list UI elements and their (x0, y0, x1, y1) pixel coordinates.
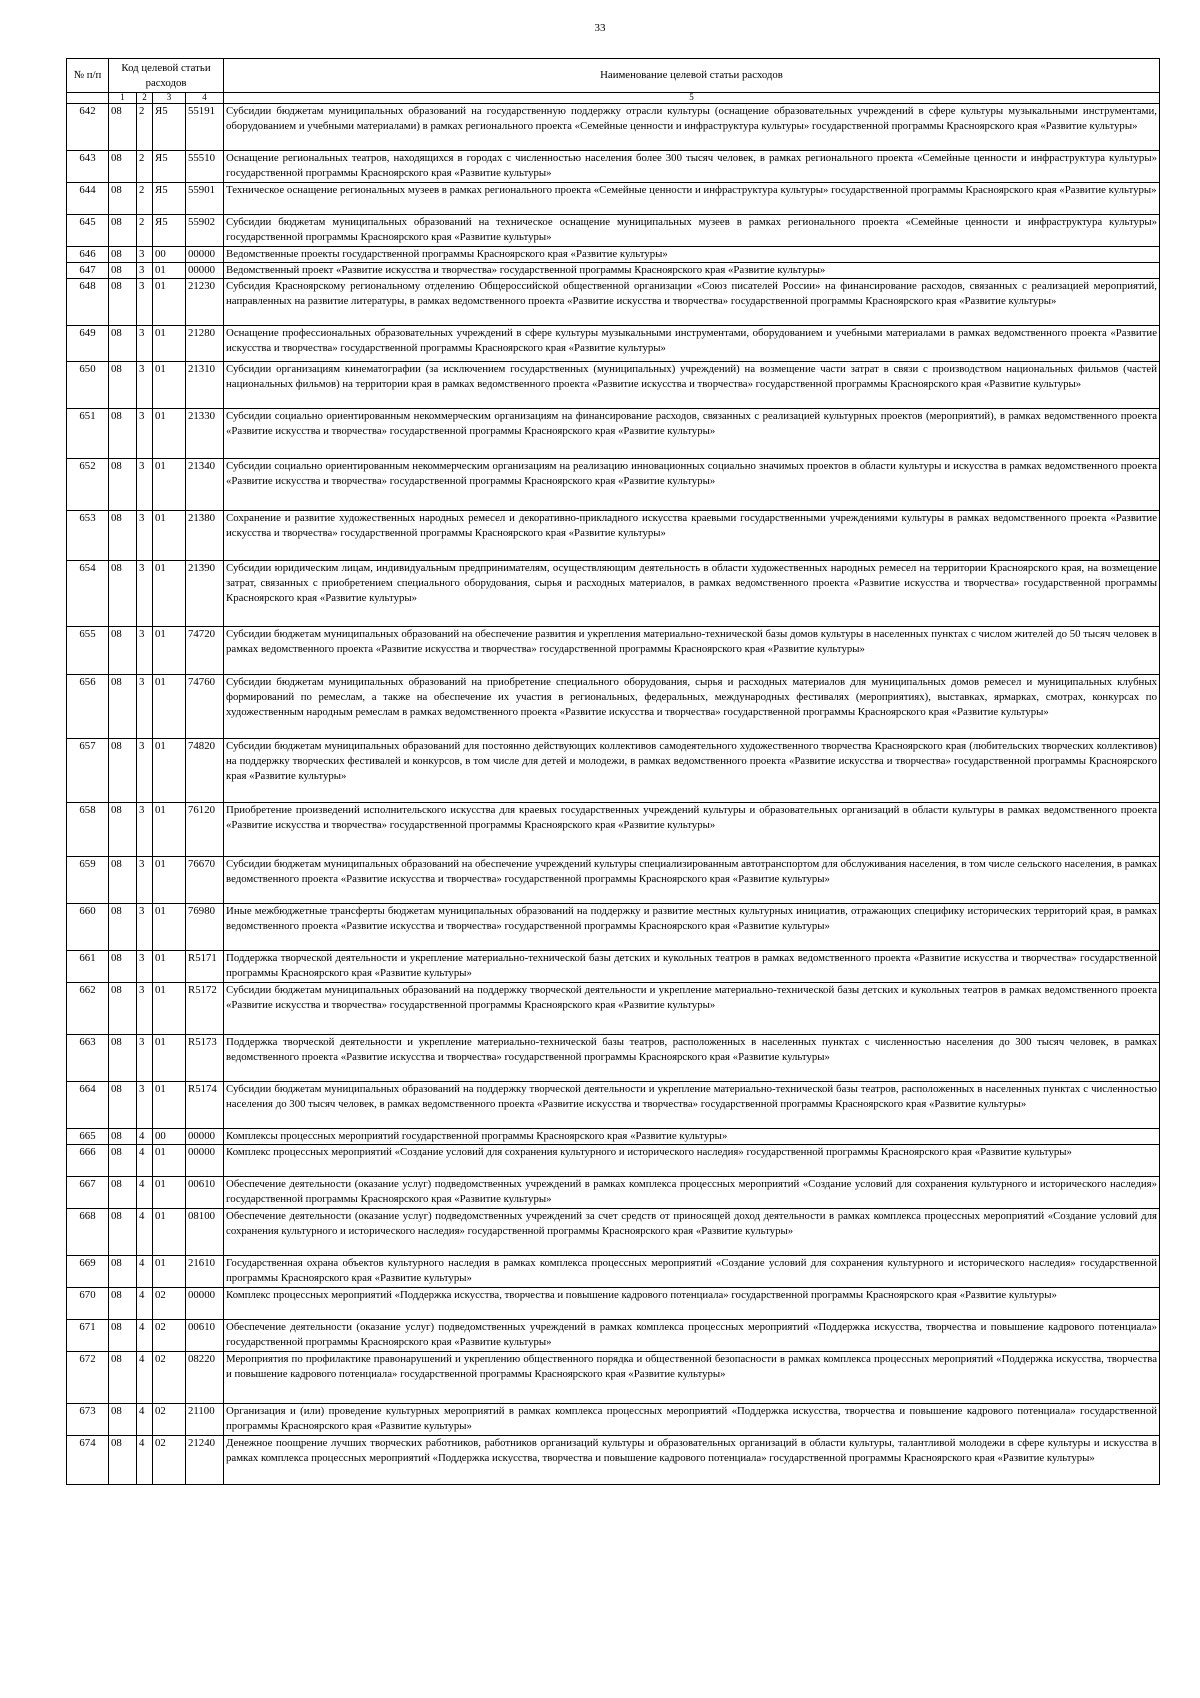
row-number: 657 (67, 738, 109, 802)
code-subprogram: 4 (137, 1287, 153, 1319)
table-row (67, 1351, 1160, 1403)
code-direction: 00000 (186, 262, 224, 278)
table-row (67, 278, 1160, 325)
row-number: 674 (67, 1435, 109, 1484)
code-subprogram: 3 (137, 262, 153, 278)
code-program: 08 (109, 408, 137, 458)
row-number: 656 (67, 674, 109, 738)
row-description: Субсидии бюджетам муниципальных образований на обеспечение учреждений культуры специализированным автотранспортом для обслуживания населения, в том числе сельского населения, в рамках ведомственного проекта «Развитие искусства и творчества» государственной программы Красноярского края «Развитие культуры» (224, 856, 1160, 903)
code-subprogram: 3 (137, 626, 153, 674)
row-number: 665 (67, 1128, 109, 1144)
row-number: 645 (67, 214, 109, 246)
code-project: 00 (153, 246, 186, 262)
code-project: 01 (153, 802, 186, 856)
code-program: 08 (109, 950, 137, 982)
code-program: 08 (109, 1351, 137, 1403)
code-subprogram: 3 (137, 325, 153, 361)
code-project: Я5 (153, 214, 186, 246)
code-subprogram: 3 (137, 982, 153, 1034)
row-description: Поддержка творческой деятельности и укрепление материально-технической базы детских и кукольных театров в рамках ведомственного проекта «Развитие искусства и творчества» государственной программы Красноярского края «Развитие культуры» (224, 950, 1160, 982)
table-row (67, 738, 1160, 802)
page-number: 33 (594, 22, 606, 34)
column-number: 1 (109, 93, 137, 104)
table-row (67, 626, 1160, 674)
code-direction: 21380 (186, 510, 224, 560)
code-program: 08 (109, 560, 137, 626)
code-subprogram: 3 (137, 856, 153, 903)
row-number: 650 (67, 361, 109, 408)
table-row (67, 674, 1160, 738)
code-project: 01 (153, 408, 186, 458)
code-program: 08 (109, 103, 137, 150)
code-subprogram: 3 (137, 246, 153, 262)
code-subprogram: 4 (137, 1255, 153, 1287)
code-program: 08 (109, 802, 137, 856)
code-direction: R5171 (186, 950, 224, 982)
table-body (67, 103, 1160, 1484)
row-number: 646 (67, 246, 109, 262)
table-row (67, 1255, 1160, 1287)
row-description: Техническое оснащение региональных музеев в рамках регионального проекта «Семейные ценности и инфраструктура культуры» государственной программы Красноярского края «Развитие культуры» (224, 182, 1160, 214)
table-row (67, 950, 1160, 982)
code-direction: R5173 (186, 1034, 224, 1081)
table-row (67, 1144, 1160, 1176)
code-project: 01 (153, 560, 186, 626)
code-subprogram: 2 (137, 150, 153, 182)
row-number: 666 (67, 1144, 109, 1176)
code-program: 08 (109, 1176, 137, 1208)
code-subprogram: 3 (137, 408, 153, 458)
code-subprogram: 3 (137, 458, 153, 510)
code-subprogram: 3 (137, 738, 153, 802)
code-subprogram: 2 (137, 214, 153, 246)
code-direction: 21100 (186, 1403, 224, 1435)
table-row (67, 150, 1160, 182)
row-description: Иные межбюджетные трансферты бюджетам муниципальных образований на поддержку и развитие местных культурных инициатив, отражающих специфику исторических территорий края, в рамках ведомственного проекта «Развитие искусства и творчества» государственной программы Красноярского края «Развитие культуры» (224, 903, 1160, 950)
column-number-empty (67, 93, 109, 104)
table-row (67, 325, 1160, 361)
table-row (67, 1128, 1160, 1144)
row-description: Субсидии бюджетам муниципальных образований на государственную поддержку отрасли культуры (оснащение образовательных учреждений в сфере культуры музыкальными инструментами, оборудованием и учебными материалами) в рамках регионального проекта «Семейные ценности и инфраструктура культуры» государственной программы Красноярского края «Развитие культуры» (224, 103, 1160, 150)
row-number: 654 (67, 560, 109, 626)
row-number: 669 (67, 1255, 109, 1287)
code-program: 08 (109, 510, 137, 560)
row-number: 651 (67, 408, 109, 458)
code-project: 01 (153, 361, 186, 408)
code-project: 01 (153, 1081, 186, 1128)
row-description: Субсидии бюджетам муниципальных образований на техническое оснащение муниципальных музеев в рамках регионального проекта «Семейные ценности и инфраструктура культуры» государственной программы Красноярского края «Развитие культуры» (224, 214, 1160, 246)
code-direction: 00000 (186, 246, 224, 262)
code-project: 01 (153, 1208, 186, 1255)
row-description: Субсидии бюджетам муниципальных образований для постоянно действующих коллективов самодеятельного художественного творчества Красноярского края (любительских творческих коллективов) на поддержку творческих фестивалей и конкурсов, в том числе для детей и молодежи, в рамках ведомственного проекта «Развитие искусства и творчества» государственной программы Красноярского края «Развитие культуры» (224, 738, 1160, 802)
code-direction: R5174 (186, 1081, 224, 1128)
code-subprogram: 4 (137, 1319, 153, 1351)
code-subprogram: 4 (137, 1128, 153, 1144)
code-program: 08 (109, 1208, 137, 1255)
code-subprogram: 3 (137, 278, 153, 325)
row-description: Оснащение профессиональных образовательных учреждений в сфере культуры музыкальными инструментами, оборудованием и учебными материалами в рамках ведомственного проекта «Развитие искусства и творчества» государственной программы Красноярского края «Развитие культуры» (224, 325, 1160, 361)
code-direction: 74720 (186, 626, 224, 674)
code-subprogram: 3 (137, 903, 153, 950)
row-number: 642 (67, 103, 109, 150)
row-number: 653 (67, 510, 109, 560)
code-project: 01 (153, 982, 186, 1034)
code-project: 01 (153, 856, 186, 903)
code-project: 01 (153, 1034, 186, 1081)
row-number: 652 (67, 458, 109, 510)
code-direction: 00000 (186, 1144, 224, 1176)
row-number: 664 (67, 1081, 109, 1128)
row-description: Субсидии социально ориентированным некоммерческим организациям на реализацию инновационных социально значимых проектов в области культуры и искусства в рамках ведомственного проекта «Развитие искусства и творчества» государственной программы Красноярского края «Развитие культуры» (224, 458, 1160, 510)
code-subprogram: 4 (137, 1208, 153, 1255)
code-program: 08 (109, 1435, 137, 1484)
code-project: 01 (153, 1144, 186, 1176)
code-project: 00 (153, 1128, 186, 1144)
table-row (67, 214, 1160, 246)
code-program: 08 (109, 1128, 137, 1144)
code-project: 01 (153, 510, 186, 560)
code-direction: 21280 (186, 325, 224, 361)
row-description: Субсидии бюджетам муниципальных образований на приобретение специального оборудования, сырья и расходных материалов для муниципальных домов ремесел и муниципальных клубных формирований по ремеслам, а также на обеспечение их участия в региональных, федеральных, международных фестивалях (мероприятиях), выставках, ярмарках, смотрах, конкурсах по художественным народным ремеслам в рамках ведомственного проекта «Развитие искусства и творчества» государственной программы Красноярского края «Развитие культуры» (224, 674, 1160, 738)
row-number: 670 (67, 1287, 109, 1319)
code-program: 08 (109, 674, 137, 738)
row-number: 671 (67, 1319, 109, 1351)
code-project: 01 (153, 674, 186, 738)
row-number: 663 (67, 1034, 109, 1081)
row-description: Оснащение региональных театров, находящихся в городах с численностью населения более 300 тысяч человек, в рамках регионального проекта «Семейные ценности и инфраструктура культуры» государственной программы Красноярского края «Развитие культуры» (224, 150, 1160, 182)
table-row (67, 982, 1160, 1034)
row-description: Комплексы процессных мероприятий государственной программы Красноярского края «Развитие культуры» (224, 1128, 1160, 1144)
column-number: 3 (153, 93, 186, 104)
table-row (67, 560, 1160, 626)
column-number: 5 (224, 93, 1160, 104)
code-program: 08 (109, 150, 137, 182)
table-row (67, 1403, 1160, 1435)
code-subprogram: 4 (137, 1403, 153, 1435)
row-description: Комплекс процессных мероприятий «Создание условий для сохранения культурного и исторического наследия» государственной программы Красноярского края «Развитие культуры» (224, 1144, 1160, 1176)
row-number: 658 (67, 802, 109, 856)
code-direction: 00000 (186, 1287, 224, 1319)
table-row (67, 458, 1160, 510)
table-row (67, 903, 1160, 950)
table-row (67, 408, 1160, 458)
code-project: 01 (153, 262, 186, 278)
code-project: 01 (153, 325, 186, 361)
table-row (67, 856, 1160, 903)
table-row (67, 182, 1160, 214)
code-direction: 55902 (186, 214, 224, 246)
header-number: № п/п (67, 59, 109, 93)
code-project: Я5 (153, 103, 186, 150)
code-direction: 00610 (186, 1319, 224, 1351)
code-project: 01 (153, 278, 186, 325)
row-number: 655 (67, 626, 109, 674)
row-description: Ведомственные проекты государственной программы Красноярского края «Развитие культуры» (224, 246, 1160, 262)
code-program: 08 (109, 1319, 137, 1351)
code-program: 08 (109, 1144, 137, 1176)
code-program: 08 (109, 361, 137, 408)
code-direction: 21330 (186, 408, 224, 458)
row-description: Государственная охрана объектов культурного наследия в рамках комплекса процессных мероприятий «Создание условий для сохранения культурного и исторического наследия» государственной программы Красноярского края «Развитие культуры» (224, 1255, 1160, 1287)
code-project: 02 (153, 1319, 186, 1351)
code-program: 08 (109, 1403, 137, 1435)
row-number: 644 (67, 182, 109, 214)
code-project: 02 (153, 1435, 186, 1484)
row-description: Субсидии бюджетам муниципальных образований на поддержку творческой деятельности и укрепление материально-технической базы театров, расположенных в населенных пунктах с численностью населения до 300 тысяч человек, в рамках ведомственного проекта «Развитие искусства и творчества» государственной программы Красноярского края «Развитие культуры» (224, 1081, 1160, 1128)
row-number: 661 (67, 950, 109, 982)
code-direction: 55510 (186, 150, 224, 182)
code-project: 01 (153, 626, 186, 674)
code-program: 08 (109, 1081, 137, 1128)
code-subprogram: 4 (137, 1435, 153, 1484)
row-number: 649 (67, 325, 109, 361)
table-row (67, 1081, 1160, 1128)
code-project: 01 (153, 458, 186, 510)
code-program: 08 (109, 458, 137, 510)
code-subprogram: 3 (137, 802, 153, 856)
row-description: Денежное поощрение лучших творческих работников, работников организаций культуры и образовательных организаций в области культуры, талантливой молодежи в сфере культуры и искусства в рамках комплекса процессных мероприятий «Поддержка искусства, творчества и повышение кадрового потенциала» государственной программы Красноярского края «Развитие культуры» (224, 1435, 1160, 1484)
code-subprogram: 3 (137, 950, 153, 982)
code-direction: 74760 (186, 674, 224, 738)
row-number: 672 (67, 1351, 109, 1403)
row-number: 643 (67, 150, 109, 182)
code-subprogram: 4 (137, 1144, 153, 1176)
code-project: 02 (153, 1351, 186, 1403)
row-number: 673 (67, 1403, 109, 1435)
column-number: 2 (137, 93, 153, 104)
table-row (67, 103, 1160, 150)
target-expenditure-table (66, 58, 1160, 1485)
code-program: 08 (109, 262, 137, 278)
code-direction: 08220 (186, 1351, 224, 1403)
column-number: 4 (186, 93, 224, 104)
code-project: 01 (153, 1255, 186, 1287)
code-subprogram: 3 (137, 510, 153, 560)
code-direction: 08100 (186, 1208, 224, 1255)
row-description: Поддержка творческой деятельности и укрепление материально-технической базы театров, расположенных в населенных пунктах с численностью населения до 300 тысяч человек, в рамках ведомственного проекта «Развитие искусства и творчества» государственной программы Красноярского края «Развитие культуры» (224, 1034, 1160, 1081)
code-subprogram: 3 (137, 560, 153, 626)
code-project: 01 (153, 1176, 186, 1208)
code-subprogram: 2 (137, 182, 153, 214)
row-number: 667 (67, 1176, 109, 1208)
code-direction: 21340 (186, 458, 224, 510)
row-description: Субсидия Красноярскому региональному отделению Общероссийской общественной организации «Союз писателей России» на финансирование расходов, связанных с реализацией мероприятий, направленных на развитие литературы, в рамках ведомственного проекта «Развитие искусства и творчества» государственной программы Красноярского края «Развитие культуры» (224, 278, 1160, 325)
table-row (67, 1034, 1160, 1081)
table-row (67, 1176, 1160, 1208)
row-number: 660 (67, 903, 109, 950)
row-description: Сохранение и развитие художественных народных ремесел и декоративно-прикладного искусства краевыми государственными учреждениями культуры в рамках ведомственного проекта «Развитие искусства и творчества» государственной программы Красноярского края «Развитие культуры» (224, 510, 1160, 560)
code-program: 08 (109, 903, 137, 950)
table-row (67, 802, 1160, 856)
table-row (67, 1287, 1160, 1319)
code-project: Я5 (153, 182, 186, 214)
code-direction: 21310 (186, 361, 224, 408)
code-direction: 21230 (186, 278, 224, 325)
code-subprogram: 3 (137, 361, 153, 408)
table-row (67, 1208, 1160, 1255)
row-description: Обеспечение деятельности (оказание услуг) подведомственных учреждений в рамках комплекса процессных мероприятий «Создание условий для сохранения культурного и исторического наследия» государственной программы Красноярского края «Развитие культуры» (224, 1176, 1160, 1208)
code-program: 08 (109, 738, 137, 802)
row-description: Комплекс процессных мероприятий «Поддержка искусства, творчества и повышение кадрового потенциала» государственной программы Красноярского края «Развитие культуры» (224, 1287, 1160, 1319)
header-code: Код целевой статьи расходов (109, 59, 224, 93)
code-direction: 76120 (186, 802, 224, 856)
code-program: 08 (109, 1287, 137, 1319)
code-project: Я5 (153, 150, 186, 182)
row-number: 648 (67, 278, 109, 325)
row-description: Субсидии организациям кинематографии (за исключением государственных (муниципальных) учреждений) на возмещение части затрат в связи с производством национальных фильмов (частей национальных фильмов) на территории края в рамках ведомственного проекта «Развитие искусства и творчества» государственной программы Красноярского края «Развитие культуры» (224, 361, 1160, 408)
row-description: Субсидии социально ориентированным некоммерческим организациям на финансирование расходов, связанных с реализацией культурных проектов (мероприятий), в рамках ведомственного проекта «Развитие искусства и творчества» государственной программы Красноярского края «Развитие культуры» (224, 408, 1160, 458)
code-program: 08 (109, 278, 137, 325)
table-row (67, 1319, 1160, 1351)
table-row (67, 361, 1160, 408)
row-description: Мероприятия по профилактике правонарушений и укреплению общественного порядка и общественной безопасности в рамках комплекса процессных мероприятий «Поддержка искусства, творчества и повышение кадрового потенциала» государственной программы Красноярского края «Развитие культуры» (224, 1351, 1160, 1403)
table-row (67, 510, 1160, 560)
row-description: Ведомственный проект «Развитие искусства и творчества» государственной программы Красноярского края «Развитие культуры» (224, 262, 1160, 278)
code-program: 08 (109, 182, 137, 214)
header-name: Наименование целевой статьи расходов (224, 59, 1160, 93)
code-direction: 00000 (186, 1128, 224, 1144)
code-direction: 00610 (186, 1176, 224, 1208)
table-row (67, 262, 1160, 278)
row-description: Приобретение произведений исполнительского искусства для краевых государственных учреждений культуры и образовательных организаций в области культуры в рамках ведомственного проекта «Развитие искусства и творчества» государственной программы Красноярского края «Развитие культуры» (224, 802, 1160, 856)
code-program: 08 (109, 214, 137, 246)
row-number: 659 (67, 856, 109, 903)
code-direction: 21390 (186, 560, 224, 626)
code-subprogram: 3 (137, 1081, 153, 1128)
code-project: 01 (153, 738, 186, 802)
code-direction: 55901 (186, 182, 224, 214)
code-project: 01 (153, 903, 186, 950)
row-description: Организация и (или) проведение культурных мероприятий в рамках комплекса процессных мероприятий «Поддержка искусства, творчества и повышение кадрового потенциала» государственной программы Красноярского края «Развитие культуры» (224, 1403, 1160, 1435)
table-row (67, 1435, 1160, 1484)
code-subprogram: 3 (137, 674, 153, 738)
code-project: 02 (153, 1403, 186, 1435)
code-program: 08 (109, 626, 137, 674)
code-subprogram: 4 (137, 1176, 153, 1208)
code-direction: R5172 (186, 982, 224, 1034)
code-direction: 55191 (186, 103, 224, 150)
row-description: Обеспечение деятельности (оказание услуг) подведомственных учреждений за счет средств от приносящей доход деятельности в рамках комплекса процессных мероприятий «Создание условий для сохранения культурного и исторического наследия» государственной программы Красноярского края «Развитие культуры» (224, 1208, 1160, 1255)
code-direction: 74820 (186, 738, 224, 802)
code-project: 02 (153, 1287, 186, 1319)
table-row (67, 246, 1160, 262)
code-program: 08 (109, 325, 137, 361)
row-description: Обеспечение деятельности (оказание услуг) подведомственных учреждений в рамках комплекса процессных мероприятий «Поддержка искусства, творчества и повышение кадрового потенциала» государственной программы Красноярского края «Развитие культуры» (224, 1319, 1160, 1351)
code-subprogram: 4 (137, 1351, 153, 1403)
code-direction: 21610 (186, 1255, 224, 1287)
code-program: 08 (109, 1034, 137, 1081)
row-number: 668 (67, 1208, 109, 1255)
row-description: Субсидии юридическим лицам, индивидуальным предпринимателям, осуществляющим деятельность в области художественных народных ремесел на территории Красноярского края, на возмещение затрат, связанных с приобретением специального оборудования, сырья и расходных материалов, в рамках ведомственного проекта «Развитие искусства и творчества» государственной программы Красноярского края «Развитие культуры» (224, 560, 1160, 626)
code-subprogram: 2 (137, 103, 153, 150)
row-number: 662 (67, 982, 109, 1034)
code-direction: 21240 (186, 1435, 224, 1484)
row-description: Субсидии бюджетам муниципальных образований на поддержку творческой деятельности и укрепление материально-технической базы детских и кукольных театров в рамках ведомственного проекта «Развитие искусства и творчества» государственной программы Красноярского края «Развитие культуры» (224, 982, 1160, 1034)
code-program: 08 (109, 982, 137, 1034)
code-project: 01 (153, 950, 186, 982)
code-subprogram: 3 (137, 1034, 153, 1081)
code-program: 08 (109, 856, 137, 903)
row-description: Субсидии бюджетам муниципальных образований на обеспечение развития и укрепления материально-технической базы домов культуры в населенных пунктах с числом жителей до 50 тысяч человек в рамках ведомственного проекта «Развитие искусства и творчества» государственной программы Красноярского края «Развитие культуры» (224, 626, 1160, 674)
code-program: 08 (109, 246, 137, 262)
row-number: 647 (67, 262, 109, 278)
code-direction: 76980 (186, 903, 224, 950)
code-direction: 76670 (186, 856, 224, 903)
code-program: 08 (109, 1255, 137, 1287)
